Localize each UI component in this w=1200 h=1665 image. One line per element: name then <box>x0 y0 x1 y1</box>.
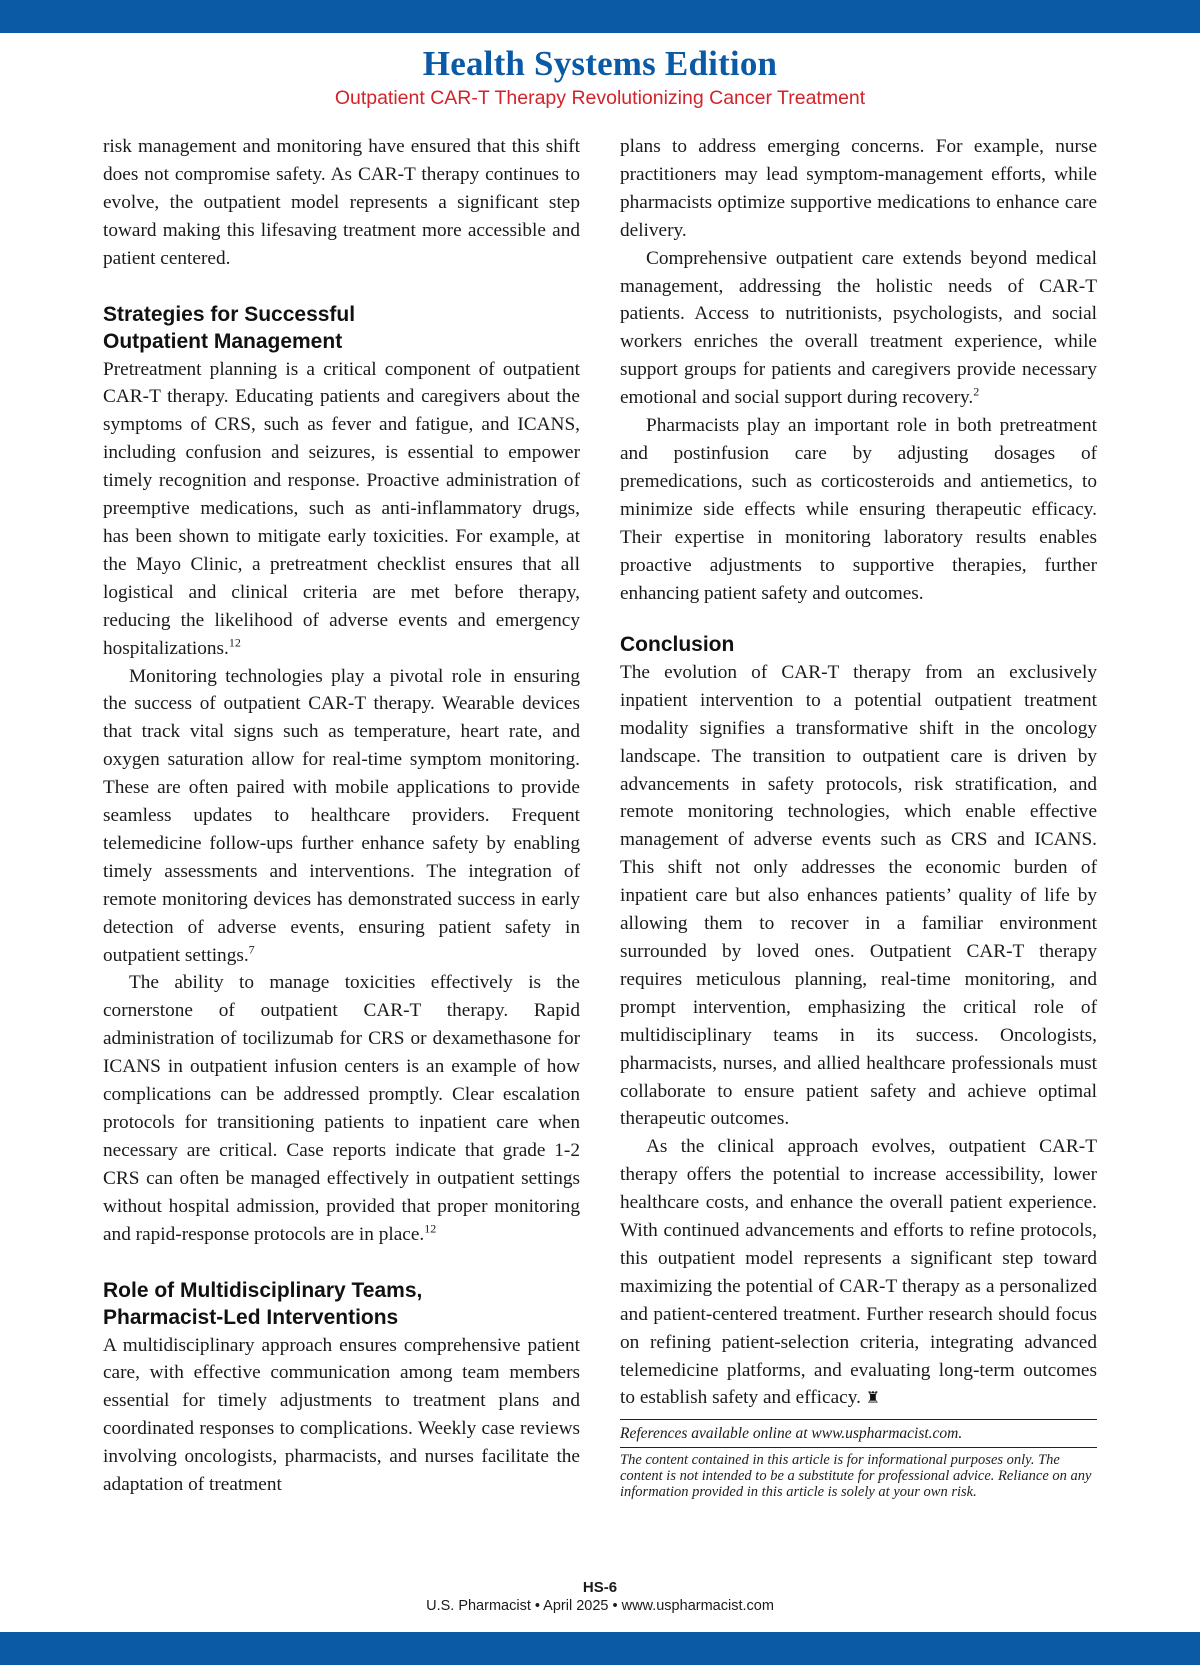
section-heading-conclusion: Conclusion <box>620 633 735 657</box>
heading-line: Strategies for Successful <box>103 302 356 326</box>
top-color-band <box>0 0 1200 33</box>
heading-line: Outpatient Management <box>103 330 343 354</box>
paragraph-pharmacists: Pharmacists play an important role in both pretreatment and postinfusion care by adjusting dosages of premedications, such as corticosteroids and antiemetics, to minimize side effects while ensuring therapeutic efficacy. Their expertise in monitoring laboratory results enables proactive adjustments to supportive therapies, further enhancing patient safety and outcomes. <box>620 415 1097 604</box>
section-heading-strategies <box>103 301 580 356</box>
article-subtitle: Outpatient CAR-T Therapy Revolutionizing Cancer Treatment <box>334 87 866 109</box>
bottom-color-band <box>0 1632 1200 1665</box>
reference-superscript: 7 <box>248 942 255 957</box>
section-spacer <box>103 1249 580 1277</box>
reference-superscript: 2 <box>973 384 980 399</box>
heading-line: Pharmacist-Led Interventions <box>103 1306 399 1330</box>
paragraph-text: Pretreatment planning is a critical component of outpatient CAR-T therapy. Educating patients and caregivers about the symptoms of CRS, such as fever and fatigue, and ICANS, including confusion and seizures, is essential to empower timely recognition and response. Proactive administration of preemptive medications, such as anti-inflammatory drugs, has been shown to mitigate early toxicities. For example, at the Mayo Clinic, a pretreatment checklist ensures that all logistical and clinical criteria are met before therapy, reducing the likelihood of adverse events and emergency hospitalizations. <box>103 358 580 659</box>
left-column <box>103 133 580 1499</box>
reference-superscript: 12 <box>228 635 241 650</box>
section-spacer <box>103 273 580 301</box>
paragraph-pretreatment <box>103 356 580 663</box>
paragraph-conclusion: The evolution of CAR-T therapy from an exclusively inpatient intervention to a potential outpatient treatment modality signifies a transformative shift in the oncology landscape. The transition to outpatient care is driven by advancements in safety protocols, risk stratification, and remote monitoring technologies, which enable effective management of adverse events such as CRS and ICANS. This shift not only addresses the economic burden of inpatient care but also enhances patients’ quality of life by allowing them to recover in a familiar environment surrounded by loved ones. Outpatient CAR-T therapy requires meticulous planning, real-time monitoring, and prompt intervention, emphasizing the critical role of multidisciplinary teams in its success. Oncologists, pharmacists, nurses, and allied healthcare professionals must collaborate to ensure patient safety and achieve optimal therapeutic outcomes. <box>620 661 1097 1130</box>
paragraph-text: The ability to manage toxicities effectively is the cornerstone of outpatient CAR-T therapy. Rapid administration of tocilizumab for CRS or dexamethasone for ICANS in outpatient infusion centers is an example of how complications can be addressed promptly. Clear escalation protocols for transitioning patients to inpatient care when necessary are critical. Case reports indicate that grade 1-2 CRS can often be managed effectively in outpatient settings without hospital admission, provided that proper monitoring and rapid-response protocols are in place. <box>103 972 580 1245</box>
publication-line: U.S. Pharmacist • April 2025 • www.uspharmacist.com <box>426 1598 774 1614</box>
paragraph-text: Comprehensive outpatient care extends beyond medical management, addressing the holistic needs of CAR-T patients. Access to nutritionists, psychologists, and social workers enriches the overall treatment experience, while support groups for patients and caregivers provide necessary emotional and social support during recovery. <box>620 247 1097 409</box>
paragraph-final <box>620 1133 1097 1413</box>
reference-superscript: 12 <box>424 1221 437 1236</box>
section-heading-multidisciplinary <box>103 1277 580 1332</box>
paragraph-text: As the clinical approach evolves, outpatient CAR-T therapy offers the potential to increase accessibility, lower healthcare costs, and enhance the overall patient experience. With continued advancements and efforts to refine protocols, this outpatient model represents a significant step toward maximizing the potential of CAR-T therapy as a personalized and patient-centered treatment. Further research should focus on refining patient-selection criteria, integrating advanced telemedicine platforms, and evaluating long-term outcomes to establish safety and efficacy. <box>620 1136 1097 1409</box>
disclaimer-text: The content contained in this article is for informational purposes only. The content is not intended to be a substitute for professional advice. Reliance on any information provided in this article is solely at your own risk. <box>620 1452 1092 1501</box>
intro-paragraph: risk management and monitoring have ensured that this shift does not compromise safety. As CAR-T therapy continues to evolve, the outpatient model represents a significant step toward making this lifesaving treatment more accessible and patient centered. <box>103 136 580 269</box>
page-header <box>0 44 1200 110</box>
references-note: References available online at www.uspharmacist.com. <box>620 1425 963 1443</box>
edition-title: Health Systems Edition <box>422 44 778 83</box>
section-spacer <box>620 607 1097 631</box>
paragraph-monitoring <box>103 663 580 970</box>
right-column <box>620 133 1097 1500</box>
paragraph-toxicities <box>103 969 580 1248</box>
paragraph-continued: plans to address emerging concerns. For example, nurse practitioners may lead symptom-management efforts, while pharmacists optimize supportive medications to enhance care delivery. <box>620 136 1097 241</box>
paragraph-holistic-care <box>620 245 1097 412</box>
paragraph-multidisciplinary: A multidisciplinary approach ensures comprehensive patient care, with effective communication among team members essential for timely adjustments to treatment plans and coordinated responses to complications. Weekly case reviews involving oncologists, pharmacists, and nurses facilitate the adaptation of treatment <box>103 1334 580 1496</box>
page-number: HS-6 <box>582 1579 618 1596</box>
paragraph-text: Monitoring technologies play a pivotal role in ensuring the success of outpatient CAR-T therapy. Wearable devices that track vital signs such as temperature, heart rate, and oxygen saturation allow for real-time symptom monitoring. These are often paired with mobile applications to provide seamless updates to healthcare providers. Frequent telemedicine follow-ups further enhance safety by enabling timely assessments and interventions. The integration of remote monitoring devices has demonstrated success in early detection of adverse events, ensuring patient safety in outpatient settings. <box>103 665 580 966</box>
heading-line: Role of Multidisciplinary Teams, <box>103 1278 423 1302</box>
page-footer <box>0 1579 1200 1616</box>
end-mark-icon: ♜ <box>865 1390 881 1408</box>
